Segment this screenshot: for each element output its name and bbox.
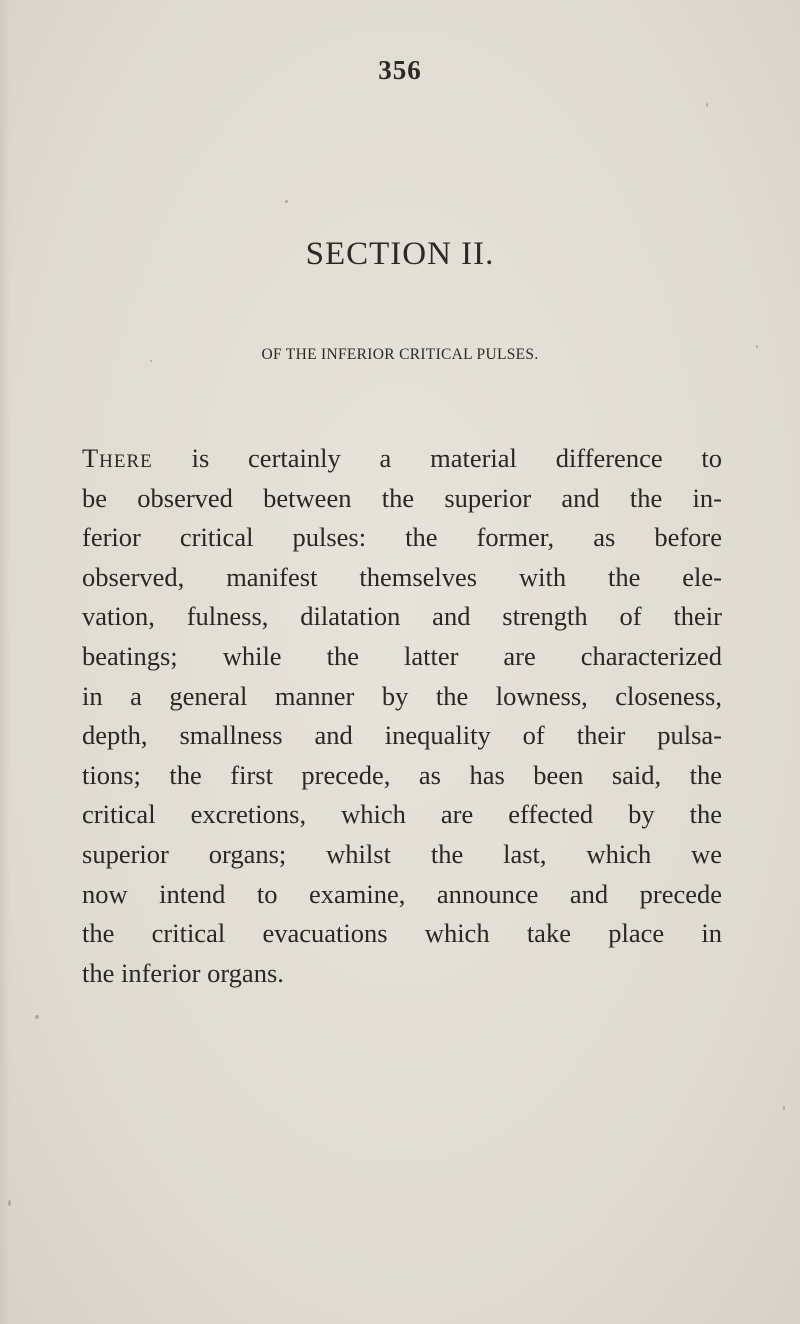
paragraph-line: superior organs; whilst the last, which we xyxy=(82,838,722,869)
paper-speck xyxy=(783,1106,785,1110)
paragraph-line: critical excretions, which are effected by the xyxy=(82,799,722,830)
paper-speck xyxy=(285,200,288,203)
paragraph-line: be observed between the superior and the in- xyxy=(82,482,722,513)
paragraph-line-last: the inferior organs. xyxy=(82,957,284,988)
paper-speck xyxy=(35,1015,39,1019)
paper-speck xyxy=(756,345,758,348)
paragraph-line: now intend to examine, announce and precede xyxy=(82,878,722,909)
paragraph-line: the critical evacuations which take place in xyxy=(82,918,722,949)
paper-speck xyxy=(706,103,708,107)
paragraph-line: in a general manner by the lowness, closeness, xyxy=(82,680,722,711)
paragraph-line: vation, fulness, dilatation and strength of their xyxy=(82,601,722,632)
paragraph-line: tions; the first precede, as has been said, the xyxy=(82,759,722,790)
paper-speck xyxy=(150,360,152,362)
section-subheading: OF THE INFERIOR CRITICAL PULSES. xyxy=(261,346,539,363)
paragraph-line xyxy=(82,439,722,479)
page-edge-shadow xyxy=(0,0,10,1324)
first-line-text: is certainly a material difference to xyxy=(152,443,722,473)
paragraph-line: ferior critical pulses: the former, as before xyxy=(82,522,722,553)
paragraph-line: depth, smallness and inequality of their pulsa- xyxy=(82,720,722,751)
opening-word: There xyxy=(82,443,153,473)
paragraph-line: beatings; while the latter are characterized xyxy=(82,640,722,671)
paragraph-line: observed, manifest themselves with the ele- xyxy=(82,561,722,592)
body-paragraph xyxy=(82,439,722,993)
page-number: 356 xyxy=(378,55,422,85)
section-heading: SECTION II. xyxy=(305,236,495,272)
paper-speck xyxy=(8,1200,11,1206)
